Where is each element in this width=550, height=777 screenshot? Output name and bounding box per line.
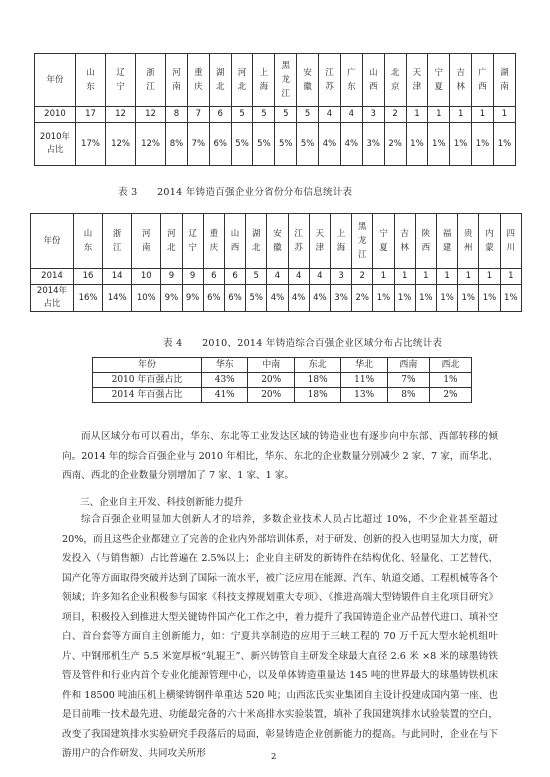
pct-cell: 17% [76, 123, 106, 166]
pct-cell: 9% [182, 285, 203, 312]
province-header: 上 海 [330, 214, 351, 269]
province-header: 重 庆 [203, 214, 224, 269]
pct-cell: 16% [74, 285, 103, 312]
province-header: 河 北 [231, 54, 253, 107]
row-label: 2010 年百强占比 [93, 373, 202, 388]
count-cell: 1 [479, 269, 500, 285]
province-header: 湖 南 [493, 54, 515, 107]
count-cell: 8 [166, 107, 188, 123]
pct-cell: 5% [297, 123, 319, 166]
province-header: 四 川 [500, 214, 521, 269]
share-cell: 43% [202, 373, 248, 388]
province-header: 贵 州 [458, 214, 479, 269]
count-cell: 6 [203, 269, 224, 285]
table4-caption: 表 4 2010、2014 年铸造综合百强企业区域分布占比统计表 [163, 338, 443, 349]
count-cell: 2 [384, 107, 406, 123]
share-cell: 18% [294, 388, 340, 403]
count-cell: 3 [362, 107, 384, 123]
pct-cell: 9% [161, 285, 182, 312]
province-header: 安 徽 [267, 214, 288, 269]
province-header: 北 京 [384, 54, 406, 107]
count-cell: 6 [224, 269, 245, 285]
pct-cell: 5% [246, 285, 267, 312]
count-cell: 9 [161, 269, 182, 285]
province-header: 天 津 [309, 214, 330, 269]
province-header: 山 东 [74, 214, 103, 269]
pct-cell: 3% [330, 285, 351, 312]
share-cell: 13% [341, 388, 387, 403]
province-header: 广 西 [472, 54, 494, 107]
province-header: 浙 江 [136, 54, 166, 107]
count-cell: 1 [500, 269, 521, 285]
province-header: 河 北 [161, 214, 182, 269]
count-cell: 14 [103, 269, 132, 285]
region-header: 华北 [341, 358, 387, 373]
pct-cell: 5% [275, 123, 297, 166]
province-header: 黑 龙 江 [352, 214, 373, 269]
pct-cell: 8% [166, 123, 188, 166]
pct-cell: 10% [132, 285, 161, 312]
region-header: 年份 [93, 358, 202, 373]
pct-cell: 1% [472, 123, 494, 166]
pct-cell: 12% [136, 123, 166, 166]
pct-cell: 1% [406, 123, 428, 166]
pct-cell: 6% [224, 285, 245, 312]
count-cell: 2 [352, 269, 373, 285]
count-cell: 5 [246, 269, 267, 285]
paragraph-innovation: 综合百强企业明显加大创新人才的培养，多数企业技术人员占比超过 10%，不少企业甚至超过 20%，而且这些企业都建立了完善的企业内外部培训体系，对于研发、创新的投入也明显加大力度，研发投入（与销售额）占比普遍在 2.5%以上；企业自主研发的新铸件在结构优化、轻量化、工艺替代、国产化等方面取得突破并达到了国际一流水平，被广泛应用在能源、汽车、轨道交通、工程机械等各个领域；许多知名企业积极参与国家《科技支撑规划重大专项》、《推进高端大型铸锻件自主化项目研究》项目，积极投入到推进大型关键铸件国产化工作之中，着力提升了我国铸造企业产品替代进口、填补空白、首台套等方面自主创新能力，如：宁夏共享制造的应用于三峡工程的 70 万千瓦大型水轮机组叶片、中钢邢机生产 5.5 米宽厚板“轧辊王”、新兴铸管自主研发全球最大直径 2.6 米 ×8 米的球墨铸铁管及管件和行业内首个专业化能源管理中心，以及单体铸造重量达 145 吨的世界最大的球墨铸铁机床件和 18500 吨油压机上横梁铸钢件单重达 520 吨；山西汯氏实业集团自主设计投建成国内第一座、也是目前唯一技术最先进、功能最完备的六十米高排水实验装置，填补了我国建筑排水试验装置的空白，改变了我国建筑排水实验研究手段落后的局面，彰显铸造企业创新能力的提高。与此同时，企业在与下游用户的合作研发、共同攻关所形 [62, 514, 498, 759]
count-cell: 1 [415, 269, 436, 285]
pct-cell: 6% [209, 123, 231, 166]
province-header: 辽 宁 [182, 214, 203, 269]
share-cell: 1% [429, 373, 471, 388]
row-label: 2014 年百强占比 [93, 388, 202, 403]
region-header: 东北 [294, 358, 340, 373]
province-header: 内 蒙 [479, 214, 500, 269]
pct-cell: 14% [103, 285, 132, 312]
province-header: 吉 林 [394, 214, 415, 269]
pct-cell: 1% [373, 285, 394, 312]
pct-cell: 4% [288, 285, 309, 312]
page-number: 2 [271, 752, 277, 762]
province-header: 上 海 [253, 54, 275, 107]
count-cell: 1 [493, 107, 515, 123]
pct-cell: 5% [253, 123, 275, 166]
count-cell: 4 [319, 107, 341, 123]
table3-caption: 表 3 2014 年铸造百强企业分省份分布信息统计表 [118, 187, 353, 198]
count-cell: 5 [231, 107, 253, 123]
row-pct-label: 2014年占比 [31, 285, 74, 312]
pct-cell: 1% [394, 285, 415, 312]
count-cell: 10 [132, 269, 161, 285]
pct-cell: 1% [458, 285, 479, 312]
row-year-label: 2010 [35, 107, 76, 123]
share-cell: 20% [248, 388, 294, 403]
count-cell: 12 [106, 107, 136, 123]
table-header-label: 年份 [31, 214, 74, 269]
pct-cell: 1% [450, 123, 472, 166]
row-year-label: 2014 [31, 269, 74, 285]
province-header: 河 南 [132, 214, 161, 269]
table-header-label: 年份 [35, 54, 76, 107]
count-cell: 1 [406, 107, 428, 123]
count-cell: 4 [309, 269, 330, 285]
province-header: 河 南 [166, 54, 188, 107]
province-header: 湖 北 [246, 214, 267, 269]
count-cell: 1 [394, 269, 415, 285]
count-cell: 1 [373, 269, 394, 285]
province-header: 江 苏 [319, 54, 341, 107]
region-header: 华东 [202, 358, 248, 373]
count-cell: 5 [297, 107, 319, 123]
row-pct-label: 2010年占比 [35, 123, 76, 166]
count-cell: 1 [450, 107, 472, 123]
pct-cell: 3% [362, 123, 384, 166]
region-header: 中南 [248, 358, 294, 373]
province-header: 福 建 [436, 214, 457, 269]
count-cell: 4 [288, 269, 309, 285]
pct-cell: 4% [267, 285, 288, 312]
count-cell: 1 [458, 269, 479, 285]
pct-cell: 1% [493, 123, 515, 166]
pct-cell: 4% [309, 285, 330, 312]
pct-cell: 7% [187, 123, 209, 166]
table-region-share [92, 357, 472, 403]
count-cell: 5 [253, 107, 275, 123]
province-header: 重 庆 [187, 54, 209, 107]
share-cell: 20% [248, 373, 294, 388]
province-header: 黑 龙 江 [275, 54, 297, 107]
share-cell: 11% [341, 373, 387, 388]
province-header: 山 东 [76, 54, 106, 107]
share-cell: 41% [202, 388, 248, 403]
share-cell: 7% [387, 373, 429, 388]
count-cell: 4 [267, 269, 288, 285]
province-header: 陕 西 [415, 214, 436, 269]
province-header: 江 苏 [288, 214, 309, 269]
count-cell: 5 [275, 107, 297, 123]
table-2010-provinces [34, 53, 516, 166]
table-2014-provinces [30, 213, 522, 312]
count-cell: 7 [187, 107, 209, 123]
pct-cell: 12% [106, 123, 136, 166]
count-cell: 17 [76, 107, 106, 123]
share-cell: 2% [429, 388, 471, 403]
province-header: 浙 江 [103, 214, 132, 269]
count-cell: 9 [182, 269, 203, 285]
pct-cell: 5% [231, 123, 253, 166]
count-cell: 1 [436, 269, 457, 285]
count-cell: 16 [74, 269, 103, 285]
pct-cell: 1% [436, 285, 457, 312]
province-header: 宁 夏 [428, 54, 450, 107]
province-header: 广 东 [340, 54, 362, 107]
count-cell: 3 [330, 269, 351, 285]
paragraph-region-trend: 而从区域分布可以看出，华东、东北等工业发达区域的铸造业也有逐步向中东部、西部转移的倾向。2014 年的综合百强企业与 2010 年相比，华东、东北的企业数量分别减少 2 家、7 家，而华北、西南、西北的企业数量分别增加了 7 家、1 家、1 家。 [62, 431, 498, 481]
pct-cell: 1% [428, 123, 450, 166]
province-header: 安 徽 [297, 54, 319, 107]
pct-cell: 1% [500, 285, 521, 312]
province-header: 辽 宁 [106, 54, 136, 107]
pct-cell: 2% [352, 285, 373, 312]
province-header: 天 津 [406, 54, 428, 107]
pct-cell: 2% [384, 123, 406, 166]
share-cell: 8% [387, 388, 429, 403]
count-cell: 1 [428, 107, 450, 123]
count-cell: 4 [340, 107, 362, 123]
province-header: 山 西 [362, 54, 384, 107]
count-cell: 1 [472, 107, 494, 123]
pct-cell: 1% [415, 285, 436, 312]
region-header: 西南 [387, 358, 429, 373]
count-cell: 6 [209, 107, 231, 123]
section-heading: 三、企业自主开发、科技创新能力提升 [80, 497, 244, 508]
pct-cell: 4% [319, 123, 341, 166]
region-header: 西北 [429, 358, 471, 373]
pct-cell: 1% [479, 285, 500, 312]
pct-cell: 4% [340, 123, 362, 166]
province-header: 宁 夏 [373, 214, 394, 269]
count-cell: 12 [136, 107, 166, 123]
province-header: 湖 北 [209, 54, 231, 107]
share-cell: 18% [294, 373, 340, 388]
province-header: 吉 林 [450, 54, 472, 107]
province-header: 山 西 [224, 214, 245, 269]
pct-cell: 6% [203, 285, 224, 312]
